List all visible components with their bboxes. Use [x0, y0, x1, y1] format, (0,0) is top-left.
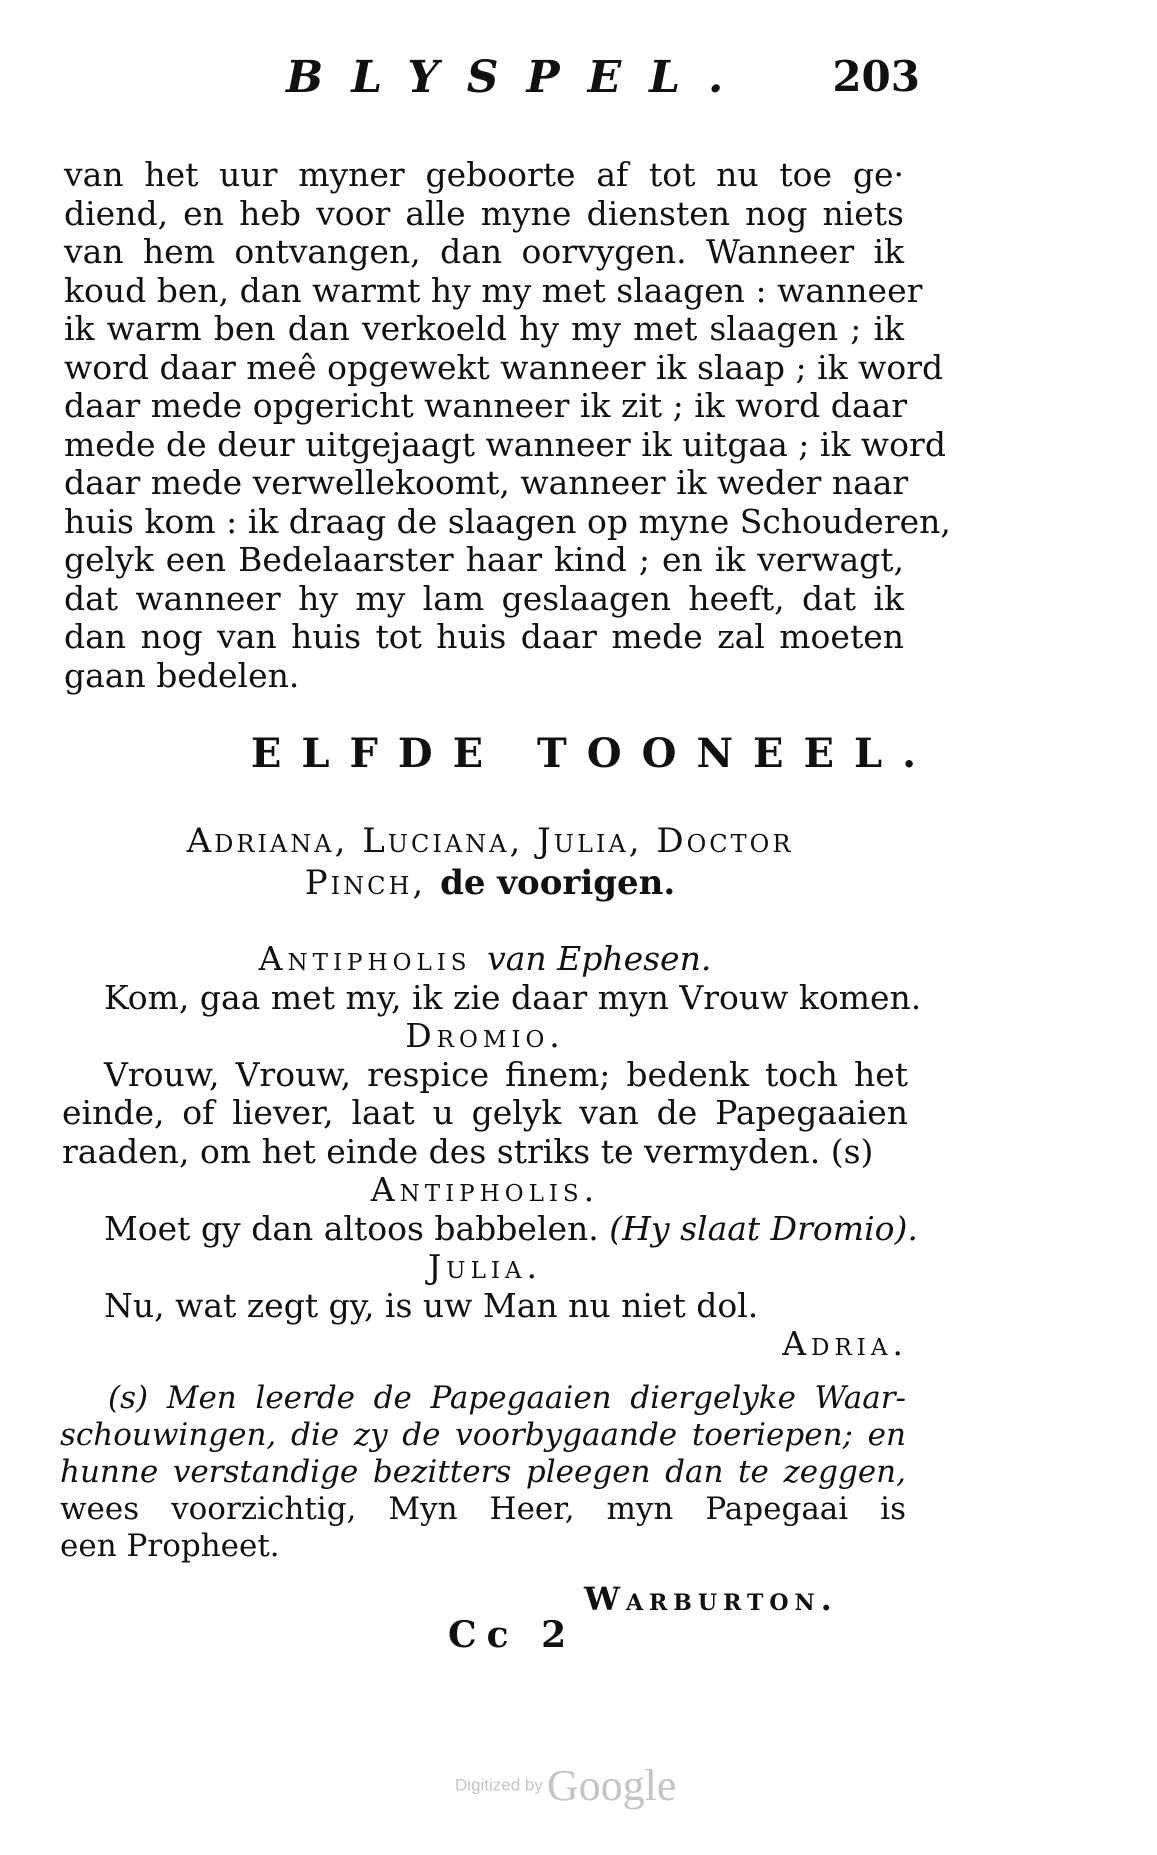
- speaker-epithet: van Ephesen.: [487, 939, 712, 978]
- text-line: koud ben, dan warmt hy my met slaagen : wanneer: [64, 270, 923, 310]
- text-line: daar mede opgericht wanneer ik zit ; ik word daar: [64, 386, 908, 425]
- speech-line: [62, 1208, 918, 1249]
- text-line: gaan bedelen.: [64, 655, 300, 695]
- speaker-heading: Antipholis.: [370, 1170, 600, 1209]
- speech-line: Kom, gaa met my, ik zie daar myn Vrouw komen.: [104, 977, 922, 1017]
- footnote-line: een Propheet.: [60, 1528, 280, 1564]
- dialogue-block: [62, 939, 922, 1364]
- cast-note: de voorigen.: [440, 863, 676, 903]
- text-line: ik warm ben dan verkoeld hy my met slaagen ; ik: [64, 309, 904, 348]
- cast-name: Pinch,: [304, 863, 427, 903]
- stage-direction: (Hy slaat Dromio).: [609, 1208, 918, 1248]
- text-line: huis kom : ik draag de slaagen op myne Schouderen,: [64, 501, 951, 541]
- footnote-author: Warburton.: [584, 1580, 838, 1618]
- text-line: mede de deur uitgejaagt wanneer ik uitgaa ; ik word: [64, 424, 946, 464]
- text-line: word daar meê opgewekt wanneer ik slaap ; ik word: [64, 347, 944, 387]
- cast-line: [110, 862, 870, 904]
- cast-line: Adriana, Luciana, Julia, Doctor: [186, 821, 794, 861]
- watermark-prefix: Digitized by: [455, 1775, 543, 1795]
- speaker-heading-catchword: Adria.: [782, 1324, 908, 1363]
- text-line: gelyk een Bedelaarster haar kind ; en ik verwagt,: [64, 540, 904, 579]
- page-number: 203: [832, 52, 920, 101]
- speaker-name: Antipholis: [258, 939, 472, 978]
- text-line: van hem ontvangen, dan oorvygen. Wanneer ik: [64, 232, 904, 271]
- speaker-heading: Dromio.: [405, 1016, 565, 1055]
- speaker-heading: Julia.: [427, 1247, 543, 1286]
- speaker-heading: [62, 940, 908, 979]
- scene-cast: [110, 820, 870, 904]
- footnote-line: schouwingen, die zy de voorbygaande toeriepen; en: [60, 1417, 906, 1453]
- text-line: dan nog van huis tot huis daar mede zal moeten: [64, 617, 904, 656]
- main-text-block: [64, 155, 951, 695]
- text-line: daar mede verwellekoomt, wanneer ik weder naar: [64, 463, 909, 502]
- google-logo: Google: [546, 1761, 677, 1810]
- speech-line: raaden, om het einde des striks te vermyden. (s): [62, 1131, 874, 1171]
- scene-heading: ELFDE TOONEEL.: [250, 730, 937, 777]
- signature-mark: Cc 2: [448, 1614, 577, 1656]
- footnote-line: hunne verstandige bezitters pleegen dan te zeggen,: [60, 1454, 906, 1490]
- text-line: dat wanneer hy my lam geslaagen heeft, dat ik: [64, 578, 904, 618]
- digitized-watermark: [455, 1760, 676, 1811]
- speech-line: Vrouw, Vrouw, respice finem; bedenk toch het: [104, 1054, 908, 1094]
- page-header: [280, 52, 920, 112]
- speech-line: einde, of liever, laat u gelyk van de Papegaaien: [62, 1093, 908, 1132]
- footnote: [60, 1380, 906, 1565]
- speech-text: Moet gy dan altoos babbelen.: [104, 1208, 599, 1248]
- text-line: diend, en heb voor alle myne diensten nog niets: [64, 193, 904, 233]
- footnote-line: (s) Men leerde de Papegaaien diergelyke Waar-: [108, 1380, 906, 1416]
- running-title: BLYSPEL.: [286, 52, 752, 103]
- text-line: van het uur myner geboorte af tot nu toe ge·: [64, 155, 904, 194]
- speech-line: Nu, wat zegt gy, is uw Man nu niet dol.: [104, 1285, 759, 1325]
- footnote-line: wees voorzichtig, Myn Heer, myn Papegaai is: [60, 1491, 906, 1527]
